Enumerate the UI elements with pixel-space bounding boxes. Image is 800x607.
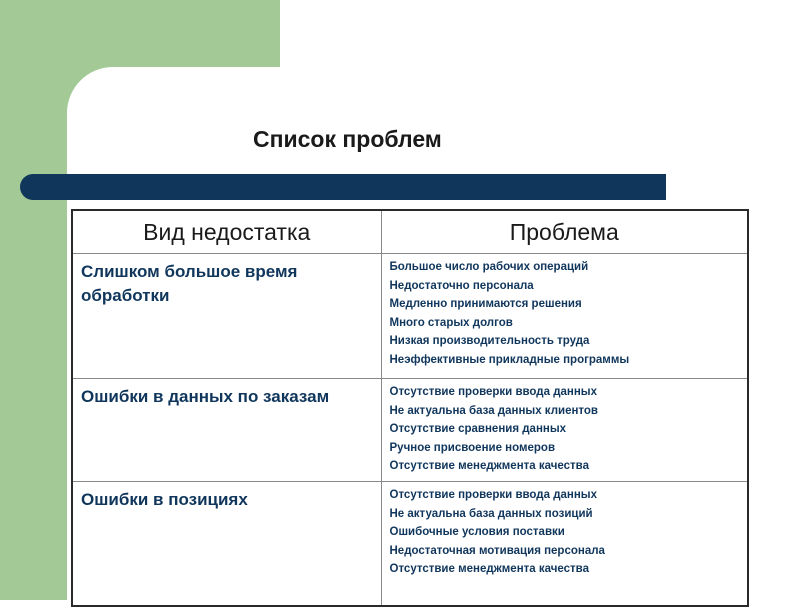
table-row [72, 379, 748, 482]
row-kind: Ошибки в позициях [72, 482, 381, 607]
problem-item: Низкая производительность труда [389, 335, 590, 347]
problem-item: Недостаточно персонала [389, 279, 534, 292]
row-problems [381, 254, 748, 379]
problem-item: Много старых долгов [389, 316, 513, 329]
table-row [72, 254, 748, 379]
problem-item: Ручное присвоение номеров [389, 441, 556, 454]
problem-item: Большое число рабочих операций [389, 261, 589, 273]
problem-item: Отсутствие менеджмента качества [389, 563, 589, 575]
problem-item: Отсутствие проверки ввода данных [389, 386, 598, 398]
table-row [72, 482, 748, 607]
problem-item: Ошибочные условия поставки [389, 526, 565, 538]
title-underline-bar [20, 174, 666, 200]
problem-item: Отсутствие сравнения данных [389, 423, 567, 435]
header-kind: Вид недостатка [72, 210, 381, 254]
problem-item: Не актуальна база данных клиентов [389, 404, 598, 417]
row-kind: Ошибки в данных по заказам [72, 379, 381, 482]
problem-item: Отсутствие менеджмента качества [389, 460, 589, 472]
problem-item: Медленно принимаются решения [389, 298, 582, 310]
problem-list [390, 258, 742, 369]
row-kind: Слишком большое время обработки [72, 254, 381, 379]
slide-title: Список проблем [253, 126, 442, 152]
problem-item: Неэффективные прикладные программы [389, 353, 630, 366]
problem-item: Отсутствие проверки ввода данных [389, 489, 598, 501]
problem-item: Не актуальна база данных позиций [389, 507, 593, 520]
row-problems [381, 379, 748, 482]
header-problem: Проблема [381, 210, 748, 254]
problem-list [390, 383, 742, 476]
table-header-row [72, 210, 748, 254]
problem-item: Недостаточная мотивация персонала [389, 544, 605, 557]
problems-table [71, 209, 749, 607]
row-problems [381, 482, 748, 607]
problem-list [390, 486, 742, 579]
